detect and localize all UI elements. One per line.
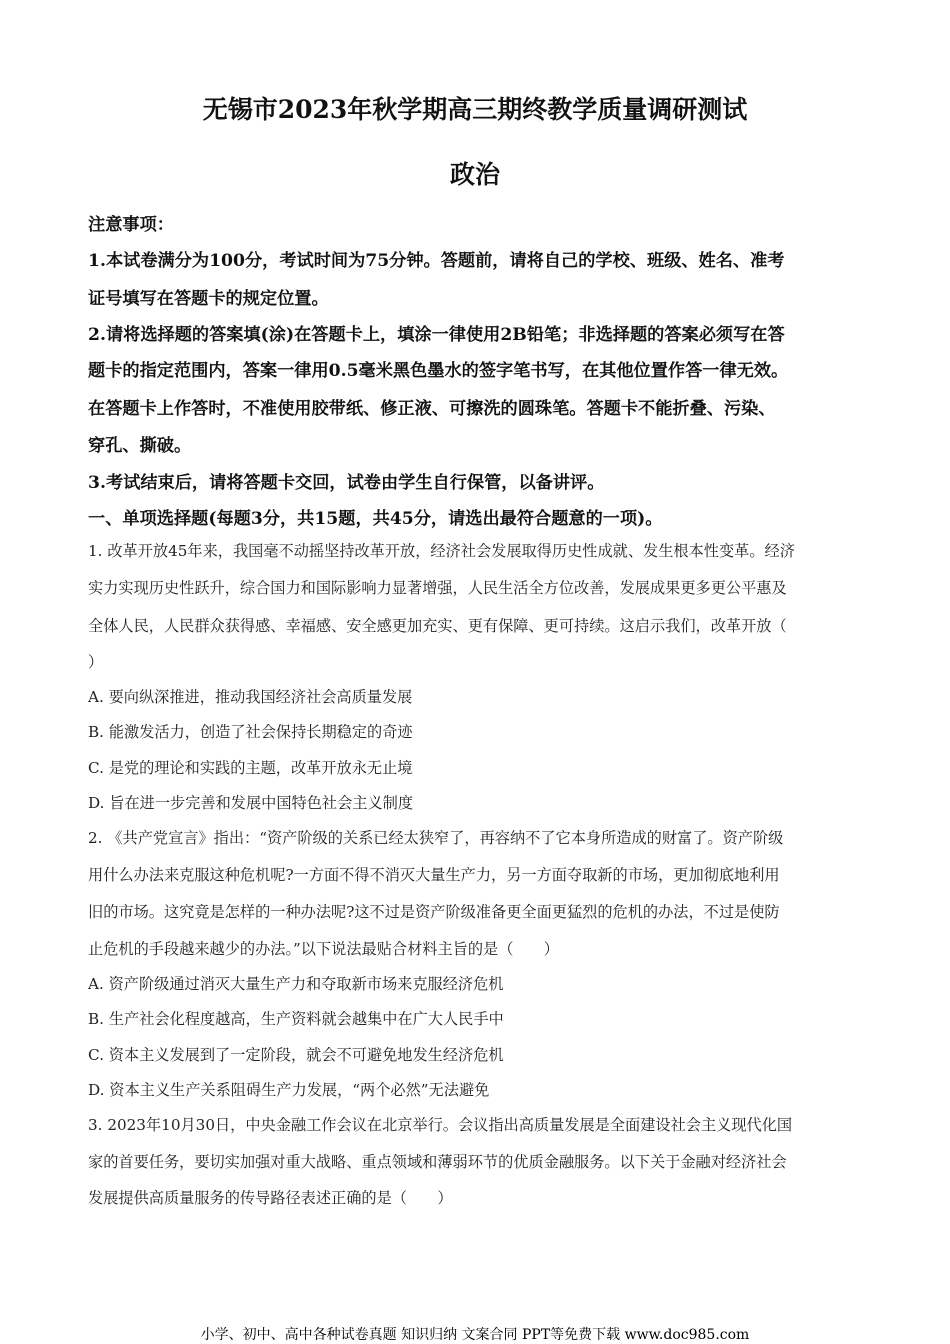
question-3-text: 发展提供高质量服务的传导路径表述正确的是（ ） xyxy=(88,1189,453,1207)
question-2-option-c: C. 资本主义发展到了一定阶段，就会不可避免地发生经济危机 xyxy=(88,1046,504,1064)
question-1-option-c: C. 是党的理论和实践的主题，改革开放永无止境 xyxy=(88,759,413,777)
notice-heading: 注意事项： xyxy=(88,215,174,235)
page-footer: 小学、初中、高中各种试卷真题 知识归纳 文案合同 PPT等免费下载 www.doc985.com xyxy=(200,1327,750,1343)
question-3-text: 3. 2023年10月30日，中央金融工作会议在北京举行。会议指出高质量发展是全面建设社会主义现代化国 xyxy=(88,1116,793,1134)
question-2-text: 用什么办法来克服这种危机呢?一方面不得不消灭大量生产力，另一方面夺取新的市场，更加彻底地利用 xyxy=(88,866,780,884)
notice-line: 2.请将选择题的答案填(涂)在答题卡上，填涂一律使用2B铅笔；非选择题的答案必须写在答 xyxy=(88,325,785,345)
notice-line: 3.考试结束后，请将答题卡交回，试卷由学生自行保管，以备讲评。 xyxy=(88,473,605,493)
question-1-option-d: D. 旨在进一步完善和发展中国特色社会主义制度 xyxy=(88,794,414,812)
question-2-option-a: A. 资产阶级通过消灭大量生产力和夺取新市场来克服经济危机 xyxy=(88,975,504,993)
notice-line: 题卡的指定范围内，答案一律用0.5毫米黑色墨水的签字笔书写，在其他位置作答一律无效。 xyxy=(88,361,789,381)
notice-line: 1.本试卷满分为100分，考试时间为75分钟。答题前，请将自己的学校、班级、姓名、准考 xyxy=(88,251,785,271)
question-2-text: 旧的市场。这究竟是怎样的一种办法呢?这不过是资产阶级准备更全面更猛烈的危机的办法，不过是使防 xyxy=(88,903,780,921)
question-2-text: 止危机的手段越来越少的办法。”以下说法最贴合材料主旨的是（ ） xyxy=(88,940,559,958)
question-1-option-a: A. 要向纵深推进，推动我国经济社会高质量发展 xyxy=(88,688,413,706)
question-3-text: 家的首要任务，要切实加强对重大战略、重点领域和薄弱环节的优质金融服务。以下关于金融对经济社会 xyxy=(88,1153,787,1171)
question-1-text: 1. 改革开放45年来，我国毫不动摇坚持改革开放，经济社会发展取得历史性成就、发生根本性变革。经济 xyxy=(88,542,795,560)
question-1-text: ） xyxy=(88,653,104,671)
question-2-option-b: B. 生产社会化程度越高，生产资料就会越集中在广大人民手中 xyxy=(88,1010,504,1028)
notice-line: 穿孔、撕破。 xyxy=(88,436,192,456)
question-1-text: 实力实现历史性跃升，综合国力和国际影响力显著增强，人民生活全方位改善，发展成果更多更公平惠及 xyxy=(88,579,787,597)
exam-title: 无锡市2023年秋学期高三期终教学质量调研测试 xyxy=(202,95,748,124)
exam-subject: 政治 xyxy=(449,160,500,189)
question-1-option-b: B. 能激发活力，创造了社会保持长期稳定的奇迹 xyxy=(88,723,413,741)
notice-line: 证号填写在答题卡的规定位置。 xyxy=(88,289,329,309)
question-1-text: 全体人民，人民群众获得感、幸福感、安全感更加充实、更有保障、更可持续。这启示我们，改革开放（ xyxy=(88,617,787,635)
section-heading: 一、单项选择题(每题3分，共15题，共45分，请选出最符合题意的一项)。 xyxy=(88,509,663,529)
question-2-option-d: D. 资本主义生产关系阻碍生产力发展，“两个必然”无法避免 xyxy=(88,1081,490,1099)
notice-line: 在答题卡上作答时，不准使用胶带纸、修正液、可擦洗的圆珠笔。答题卡不能折叠、污染、 xyxy=(88,399,776,419)
question-2-text: 2. 《共产党宣言》指出：“资产阶级的关系已经太狭窄了，再容纳不了它本身所造成的财富了。资产阶级 xyxy=(88,829,784,847)
